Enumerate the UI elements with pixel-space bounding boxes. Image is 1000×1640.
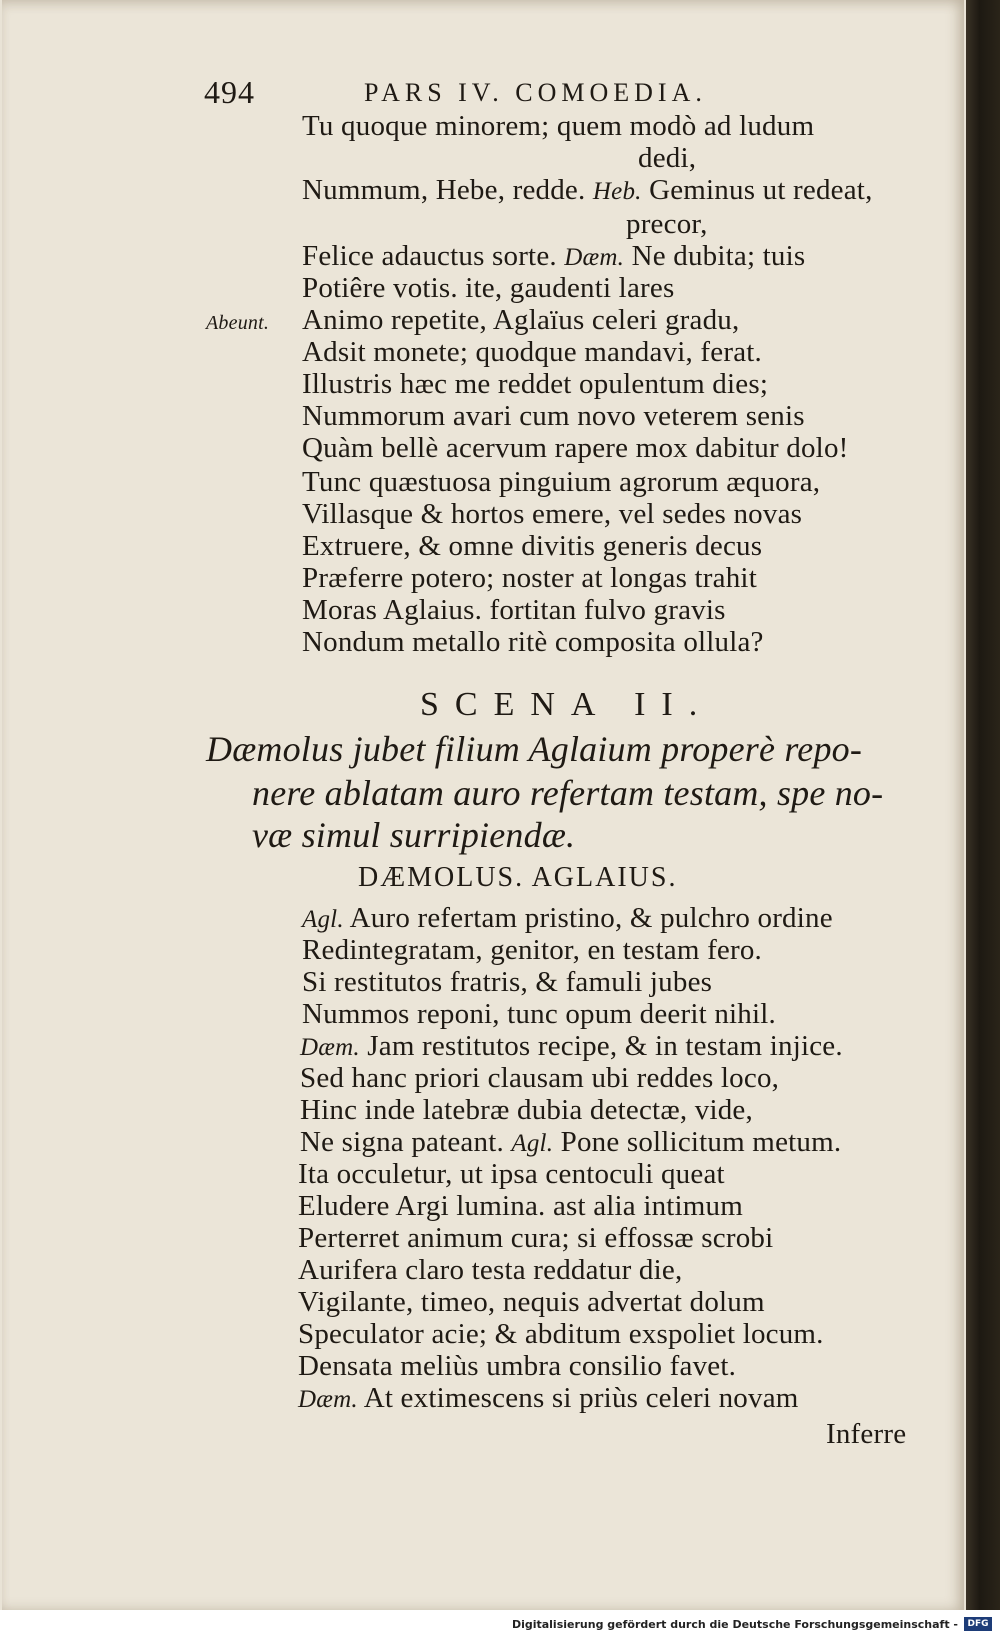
verse-text: Ne signa pateant.: [300, 1126, 504, 1158]
book-page: [2, 0, 964, 1610]
verse-text: Præferre potero; noster at longas trahit: [302, 562, 757, 594]
verse-text: dedi,: [638, 142, 697, 174]
verse-text: Felice adauctus sorte.: [302, 240, 557, 272]
verse-line: [302, 304, 739, 337]
argument-line: Dæmolus jubet filium Aglaium properè repo-: [206, 729, 863, 769]
verse-line: [302, 400, 805, 433]
speaker-label: Dæm.: [300, 1034, 360, 1061]
speaker-label: Dæm.: [298, 1386, 358, 1413]
digitization-footer: [0, 1610, 1000, 1640]
dfg-logo: DFG: [964, 1617, 992, 1631]
speaker-label: Dæm.: [564, 244, 625, 271]
verse-line: [298, 1286, 765, 1319]
verse-text: Speculator acie; & abditum exspoliet locum.: [298, 1318, 824, 1350]
verse-line: [300, 1094, 753, 1127]
verse-line: [300, 1062, 779, 1095]
verse-text: Animo repetite, Aglaïus celeri gradu,: [302, 304, 740, 336]
digitization-credit: Digitalisierung gefördert durch die Deutsche Forschungsgemeinschaft -: [511, 1618, 958, 1631]
verse-line: [298, 1318, 824, 1351]
verse-text: Aurifera claro testa reddatur die,: [298, 1254, 683, 1286]
verse-text: Sed hanc priori clausam ubi reddes loco,: [300, 1062, 780, 1094]
verse-text: Perterret animum cura; si effossæ scrobi: [298, 1222, 774, 1254]
scene-heading: SCENA II.: [420, 686, 714, 723]
verse-text: Tu quoque minorem; quem modò ad ludum: [302, 110, 815, 142]
verse-line: [298, 1158, 725, 1191]
verse-text: Nummum, Hebe, redde.: [302, 174, 586, 206]
verse-line: [302, 466, 820, 499]
verse-text: Eludere Argi lumina. ast alia intimum: [298, 1190, 744, 1222]
verse-text: Nondum metallo ritè composita ollula?: [302, 626, 764, 658]
verse-text: Vigilante, timeo, nequis advertat dolum: [298, 1286, 765, 1318]
catchword: Inferre: [826, 1418, 907, 1450]
verse-line: [302, 498, 802, 531]
verse-line: [298, 1350, 736, 1383]
page-number: 494: [204, 74, 255, 110]
verse-text: Redintegratam, genitor, en testam fero.: [302, 934, 763, 966]
verse-line: [302, 110, 814, 143]
verse-line: [302, 240, 805, 273]
verse-text: Jam restitutos recipe, & in testam injice.: [367, 1030, 843, 1062]
verse-line: [302, 594, 726, 627]
verse-text: Potiêre votis. ite, gaudenti lares: [302, 272, 675, 304]
verse-line: [300, 1030, 843, 1063]
verse-text: Tunc quæstuosa pinguium agrorum æquora,: [302, 466, 821, 498]
verse-text: Hinc inde latebræ dubia detectæ, vide,: [300, 1094, 753, 1126]
verse-line: [302, 530, 762, 563]
verse-text: Moras Aglaius. fortitan fulvo gravis: [302, 594, 726, 626]
verse-text: Ita occuletur, ut ipsa centoculi queat: [298, 1158, 725, 1190]
verse-line: [300, 1126, 841, 1159]
verse-line: [302, 966, 712, 999]
verse-text: Villasque & hortos emere, vel sedes novas: [302, 498, 803, 530]
verse-text: Illustris hæc me reddet opulentum dies;: [302, 368, 769, 400]
verse-text: Densata meliùs umbra consilio favet.: [298, 1350, 737, 1382]
verse-text: Si restitutos fratris, & famuli jubes: [302, 966, 713, 998]
verse-line: [302, 562, 757, 595]
verse-line: [626, 208, 708, 241]
verse-text: Pone sollicitum metum.: [560, 1126, 842, 1158]
verse-line: [302, 272, 674, 305]
argument-line: nere ablatam auro refertam testam, spe no-: [252, 773, 884, 813]
verse-text: At extimescens si priùs celeri novam: [363, 1382, 799, 1414]
verse-text: precor,: [626, 208, 708, 240]
argument-line: væ simul surripiendæ.: [252, 815, 576, 855]
verse-line: [298, 1222, 773, 1255]
verse-text: Nummos reponi, tunc opum deerit nihil.: [302, 998, 776, 1030]
verse-line: [298, 1190, 743, 1223]
verse-line: [638, 142, 696, 175]
verse-line: [302, 902, 833, 935]
verse-text: Auro refertam pristino, & pulchro ordine: [349, 902, 833, 934]
verse-line: [298, 1254, 682, 1287]
character-list: DÆMOLUS. AGLAIUS.: [358, 862, 678, 893]
verse-text: Quàm bellè acervum rapere mox dabitur dolo!: [302, 432, 849, 464]
verse-line: [302, 174, 873, 207]
running-title: PARS IV. COMOEDIA.: [364, 78, 707, 107]
verse-line: [298, 1382, 799, 1415]
verse-text: Geminus ut redeat,: [649, 174, 873, 206]
verse-line: [302, 336, 762, 369]
verse-line: [302, 432, 849, 465]
verse-text: Extruere, & omne divitis generis decus: [302, 530, 763, 562]
verse-line: [302, 934, 762, 967]
verse-line: [302, 368, 768, 401]
speaker-label: Agl.: [511, 1130, 554, 1157]
verse-text: Ne dubita; tuis: [631, 240, 806, 272]
verse-line: [302, 998, 776, 1031]
speaker-label: Heb.: [592, 178, 642, 205]
scan-border: [966, 0, 1000, 1610]
verse-text: Nummorum avari cum novo veterem senis: [302, 400, 805, 432]
margin-note: Abeunt.: [206, 312, 270, 334]
verse-line: [302, 626, 764, 659]
speaker-label: Agl.: [302, 906, 344, 933]
verse-text: Adsit monete; quodque mandavi, ferat.: [302, 336, 763, 368]
